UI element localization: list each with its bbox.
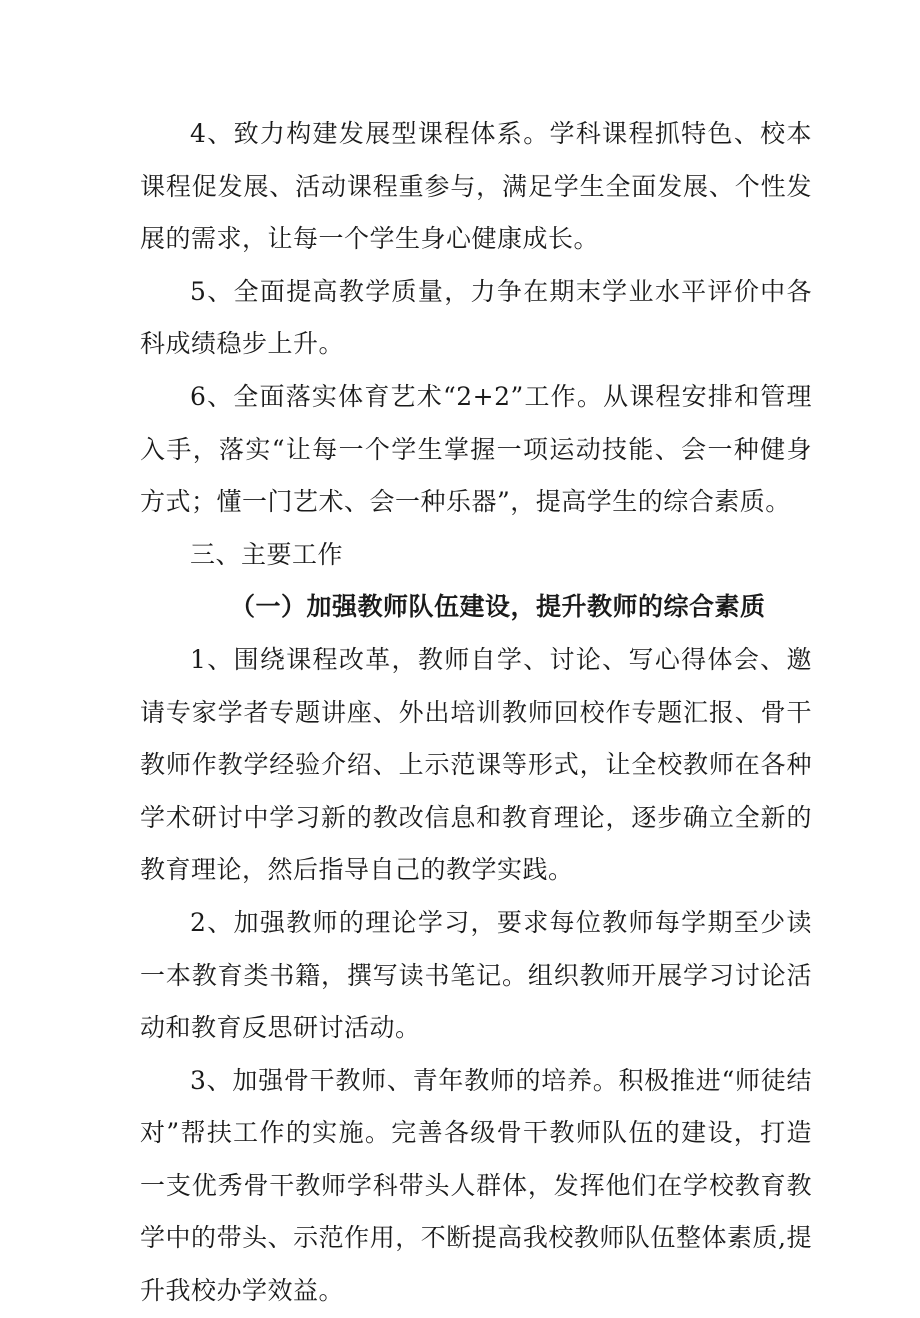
paragraph-goal-6: 6、全面落实体育艺术“2+2”工作。从课程安排和管理入手，落实“让每一个学生掌握一项运动技能、会一种健身方式；懂一门艺术、会一种乐器”，提高学生的综合素质。: [140, 381, 812, 517]
paragraph-goal-5: 5、全面提高教学质量，力争在期末学业水平评价中各科成绩稳步上升。: [140, 276, 812, 359]
paragraph-work-1: 1、围绕课程改革，教师自学、讨论、写心得体会、邀请专家学者专题讲座、外出培训教师回校作专题汇报、骨干教师作教学经验介绍、上示范课等形式，让全校教师在各种学术研讨中学习新的教改信息和教育理论，逐步确立全新的教育理论，然后指导自己的教学实践。: [140, 644, 812, 885]
paragraph-work-3: 3、加强骨干教师、青年教师的培养。积极推进“师徒结对”帮扶工作的实施。完善各级骨干教师队伍的建设，打造一支优秀骨干教师学科带头人群体，发挥他们在学校教育教学中的带头、示范作用，不断提高我校教师队伍整体素质,提升我校办学效益。: [140, 1065, 812, 1306]
paragraph-goal-4: 4、致力构建发展型课程体系。学科课程抓特色、校本课程促发展、活动课程重参与，满足学生全面发展、个性发展的需求，让每一个学生身心健康成长。: [140, 119, 812, 254]
section-heading: 三、主要工作: [190, 539, 344, 569]
document-body: [140, 108, 812, 1318]
paragraph-work-2: 2、加强教师的理论学习，要求每位教师每学期至少读一本教育类书籍，撰写读书笔记。组织教师开展学习讨论活动和教育反思研讨活动。: [140, 907, 812, 1043]
subsection-heading: （一）加强教师队伍建设，提升教师的综合素质: [230, 592, 766, 622]
